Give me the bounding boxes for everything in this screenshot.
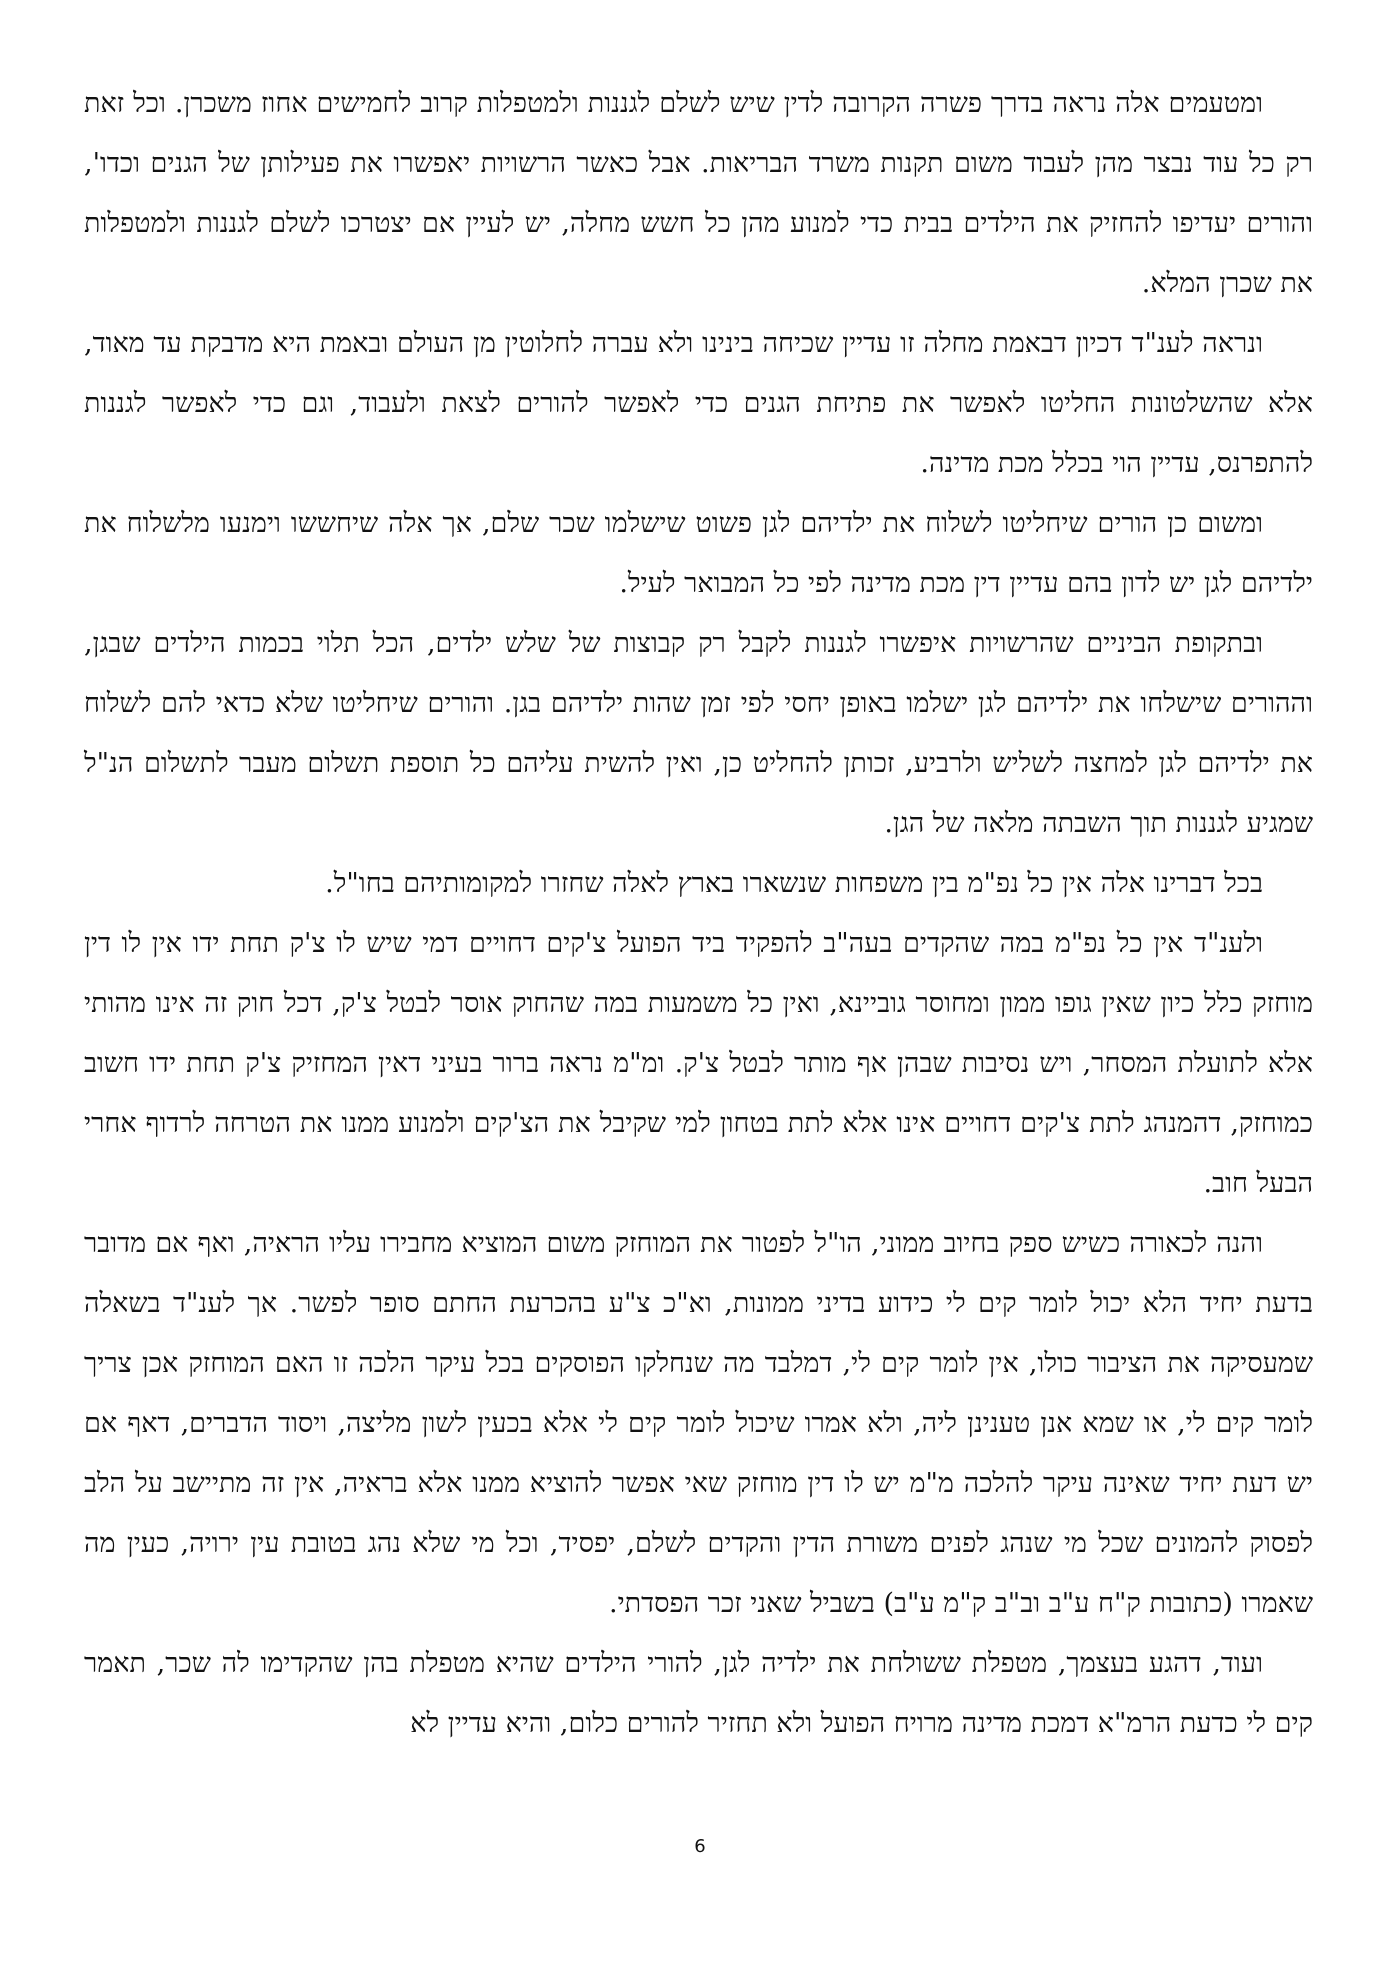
- paragraph-5: בכל דברינו אלה אין כל נפ"מ בין משפחות שנשארו בארץ לאלה שחזרו למקומותיהם בחו"ל.: [325, 868, 1263, 899]
- paragraph-7: והנה לכאורה כשיש ספק בחיוב ממוני, הו"ל לפטור את המוחזק משום המוציא מחבירו עליו הראיה, ואף אם מדובר בדעת יחיד הלא יכול לומר קים לי כידוע בדיני ממונות, וא"כ צ"ע בהכרעת החתם סופר לפשר. אך לענ"ד בשאלה שמעסיקה את הציבור כולו, אין לומר קים לי, דמלבד מה שנחלקו הפוסקים בכל עיקר הלכה זו האם המוחזק אכן צריך לומר קים לי, או שמא אנן טענינן ליה, ולא אמרו שיכול לומר קים לי אלא בכעין לשון מליצה, ויסוד הדברים, דאף אם יש דעת יחיד שאינה עיקר להלכה מ"מ יש לו דין מוחזק שאי אפשר להוציא ממנו אלא בראיה, אין זה מתיישב על הלב לפסוק להמונים שכל מי שנהג לפנים משורת הדין והקדים לשלם, יפסיד, וכל מי שלא נהג בטובת עין ירויה, כעין מה שאמרו (כתובות ק"ח ע"ב וב"ב ק"מ ע"ב) בשביל שאני זכר הפסדתי.: [84, 1228, 1313, 1619]
- paragraph-2: ונראה לענ"ד דכיון דבאמת מחלה זו עדיין שכיחה בינינו ולא עברה לחלוטין מן העולם ובאמת היא מדבקת עד מאוד, אלא שהשלטונות החליטו לאפשר את פתיחת הגנים כדי לאפשר להורים לצאת ולעבוד, וגם כדי לאפשר לגננות להתפרנס, עדיין הוי בכלל מכת מדינה.: [84, 328, 1313, 479]
- document-body: [84, 74, 1313, 1754]
- paragraph-3: ומשום כן הורים שיחליטו לשלוח את ילדיהם לגן פשוט שישלמו שכר שלם, אך אלה שיחששו וימנעו מלשלוח את ילדיהם לגן יש לדון בהם עדיין דין מכת מדינה לפי כל המבואר לעיל.: [84, 508, 1313, 599]
- paragraph-4: ובתקופת הביניים שהרשויות איפשרו לגננות לקבל רק קבוצות של שלש ילדים, הכל תלוי בכמות הילדים שבגן, וההורים שישלחו את ילדיהם לגן ישלמו באופן יחסי לפי זמן שהות ילדיהם בגן. והורים שיחליטו שלא כדאי להם לשלוח את ילדיהם לגן למחצה לשליש ולרביע, זכותן להחליט כן, ואין להשית עליהם כל תוספת תשלום מעבר לתשלום הנ"ל שמגיע לגננות תוך השבתה מלאה של הגן.: [84, 628, 1313, 839]
- page-number: 6: [694, 1836, 706, 1857]
- paragraph-6: ולענ"ד אין כל נפ"מ במה שהקדים בעה"ב להפקיד ביד הפועל צ'קים דחויים דמי שיש לו צ'ק תחת ידו אין לו דין מוחזק כלל כיון שאין גופו ממון ומחוסר גוביינא, ואין כל משמעות במה שהחוק אוסר לבטל צ'ק, דכל חוק זה אינו מהותי אלא לתועלת המסחר, ויש נסיבות שבהן אף מותר לבטל צ'ק. ומ"מ נראה ברור בעיני דאין המחזיק צ'ק תחת ידו חשוב כמוחזק, דהמנהג לתת צ'קים דחויים אינו אלא לתת בטחון למי שקיבל את הצ'קים ולמנוע ממנו את הטרחה לרדוף אחרי הבעל חוב.: [84, 928, 1313, 1199]
- paragraph-1: ומטעמים אלה נראה בדרך פשרה הקרובה לדין שיש לשלם לגננות ולמטפלות קרוב לחמישים אחוז משכרן. וכל זאת רק כל עוד נבצר מהן לעבוד משום תקנות משרד הבריאות. אבל כאשר הרשויות יאפשרו את פעילותן של הגנים וכדו', והורים יעדיפו להחזיק את הילדים בבית כדי למנוע מהן כל חשש מחלה, יש לעיין אם יצטרכו לשלם לגננות ולמטפלות את שכרן המלא.: [84, 88, 1313, 299]
- paragraph-8: ועוד, דהגע בעצמך, מטפלת ששולחת את ילדיה לגן, להורי הילדים שהיא מטפלת בהן שהקדימו לה שכר, תאמר קים לי כדעת הרמ"א דמכת מדינה מרויח הפועל ולא תחזיר להורים כלום, והיא עדיין לא: [84, 1648, 1313, 1739]
